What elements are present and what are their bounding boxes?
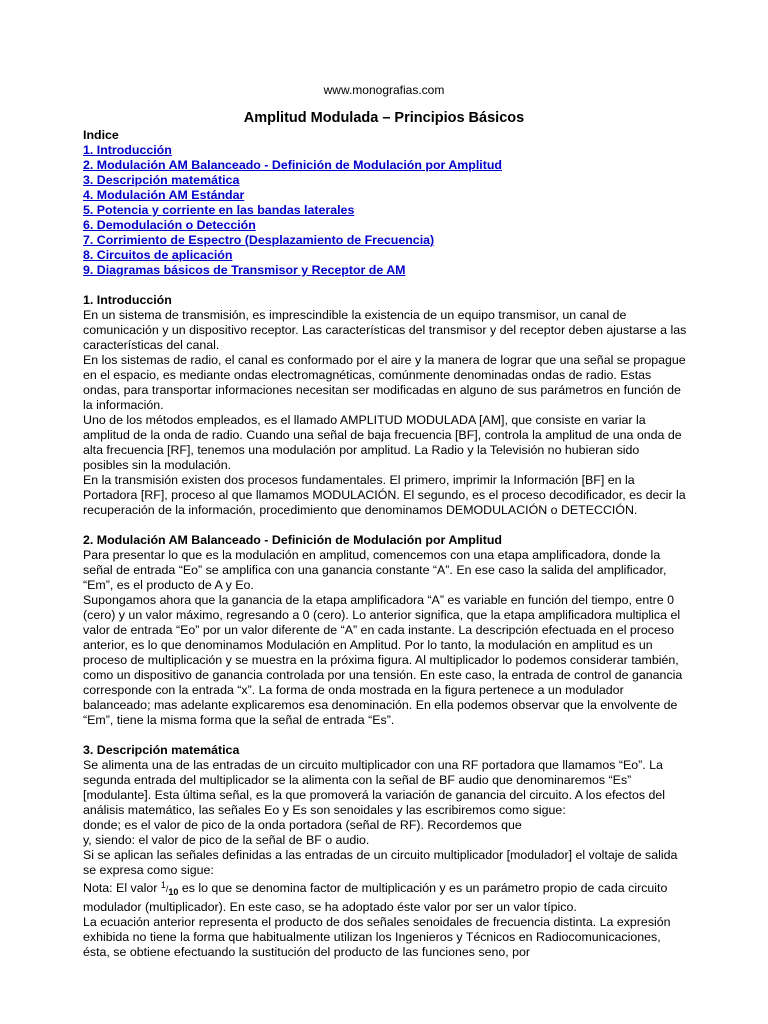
toc-link-modulacion-am-balanceado[interactable]: 2. Modulación AM Balanceado - Definición de Modulación por Amplitud [83,158,503,172]
document-body [83,128,687,960]
paragraph: La ecuación anterior representa el producto de dos señales senoidales de frecuencia distinta. La expresión exhibida no tiene la forma que habitualmente utilizan los Ingenieros y Técnicos en Radiocomunicaciones, ésta, se obtiene efectuando la sustitución del producto de las funciones seno, por [83,915,671,959]
section-heading-introduccion: 1. Introducción [83,293,172,307]
toc-link-introduccion[interactable]: 1. Introducción [83,143,172,157]
toc-item [83,203,687,218]
paragraph: En los sistemas de radio, el canal es conformado por el aire y la manera de lograr que una señal se propague en el espacio, es mediante ondas electromagnéticas, comúnmente denominadas ondas de radio. Estas ondas, para transportar informaciones necesitan ser modificadas en alguno de sus parámetros en función de la información. [83,353,686,412]
paragraph: Para presentar lo que es la modulación en amplitud, comencemos con una etapa amplificadora, donde la señal de entrada “Eo” se amplifica con una ganancia constante “A”. En ese caso la salida del amplificador, “Em”, es el producto de A y Eo. [83,548,667,592]
toc-link-circuitos-de-aplicacion[interactable]: 8. Circuitos de aplicación [83,248,233,262]
toc-link-descripcion-matematica[interactable]: 3. Descripción matemática [83,173,240,187]
fraction: 1/10 [160,880,179,897]
toc-item [83,263,687,278]
toc-link-corrimiento-de-espectro[interactable]: 7. Corrimiento de Espectro (Desplazamiento de Frecuencia) [83,233,435,247]
site-url: www.monografias.com [323,83,445,97]
paragraph: En un sistema de transmisión, es imprescindible la existencia de un equipo transmisor, un canal de comunicación y un dispositivo receptor. Las características del transmisor y del receptor deben ajustarse a las características del canal. [83,308,687,352]
toc-link-diagramas-basicos[interactable]: 9. Diagramas básicos de Transmisor y Receptor de AM [83,263,406,277]
toc-item [83,188,687,203]
note-suffix: es lo que se denomina factor de multiplicación y es un parámetro propio de cada circuito modulador (multiplicador). En este caso, se ha adoptado éste valor por ser un valor típico. [83,881,668,914]
paragraph: donde; es el valor de pico de la onda portadora (señal de RF). Recordemos que [83,818,522,832]
toc-item [83,248,687,263]
fraction-denominator: 10 [168,887,179,897]
table-of-contents [83,143,687,278]
paragraph: y, siendo: el valor de pico de la señal de BF o audio. [83,833,370,847]
note-prefix: Nota: El valor [83,881,161,895]
paragraph: Supongamos ahora que la ganancia de la etapa amplificadora “A” es variable en función del tiempo, entre 0 (cero) y un valor máximo, regresando a 0 (cero). Lo anterior significa, que la etapa amplificadora multiplica el valor de entrada “Eo” por un valor diferente de “A” en cada instante. La descripción efectuada en el proceso anterior, es lo que denominamos Modulación en Amplitud. Por lo tanto, la modulación en amplitud es un proceso de multiplicación y se muestra en la próxima figura. Al multiplicador lo podemos considerar también, como un dispositivo de ganancia controlada por una tensión. En este caso, la entrada de control de ganancia corresponde con la entrada “x”. La forma de onda mostrada en la figura pertenece a un modulador balanceado; mas adelante explicaremos esa denominación. En ella podemos observar que la envolvente de “Em”, tiene la misma forma que la señal de entrada “Es”. [83,593,683,727]
toc-item [83,143,687,158]
index-heading: Indice [83,128,119,142]
paragraph: Se alimenta una de las entradas de un circuito multiplicador con una RF portadora que llamamos “Eo”. La segunda entrada del multiplicador se la alimenta con la señal de BF audio que denominaremos “Es” [modulante]. Esta última señal, es la que promoverá la variación de ganancia del circuito. A los efectos del análisis matemático, las señales Eo y Es son senoidales y las escribiremos como sigue: [83,758,666,817]
section-heading-descripcion-matematica: 3. Descripción matemática [83,743,240,757]
fraction-numerator: 1 [160,880,166,890]
toc-item [83,218,687,233]
toc-item [83,173,687,188]
section-heading-modulacion-am-balanceado: 2. Modulación AM Balanceado - Definición de Modulación por Amplitud [83,533,503,547]
toc-link-potencia-y-corriente[interactable]: 5. Potencia y corriente en las bandas laterales [83,203,355,217]
toc-item [83,233,687,248]
paragraph: Si se aplican las señales definidas a las entradas de un circuito multiplicador [modulador] el voltaje de salida se expresa como sigue: [83,848,678,877]
paragraph: Uno de los métodos empleados, es el llamado AMPLITUD MODULADA [AM], que consiste en variar la amplitud de la onda de radio. Cuando una señal de baja frecuencia [BF], controla la amplitud de una onda de alta frecuencia [RF], tenemos una modulación por amplitud. La Radio y la Televisión no hubieran sido posibles sin la modulación. [83,413,682,472]
toc-link-modulacion-am-estandar[interactable]: 4. Modulación AM Estándar [83,188,245,202]
document-title: Amplitud Modulada – Principios Básicos [243,110,525,126]
note-paragraph [83,878,687,915]
toc-link-demodulacion[interactable]: 6. Demodulación o Detección [83,218,256,232]
toc-item [83,158,687,173]
paragraph: En la transmisión existen dos procesos fundamentales. El primero, imprimir la Información [BF] en la Portadora [RF], proceso al que llamamos MODULACIÓN. El segundo, es el proceso decodificador, es decir la recuperación de la información, procedimiento que denominamos DEMODULACIÓN o DETECCIÓN. [83,473,686,517]
